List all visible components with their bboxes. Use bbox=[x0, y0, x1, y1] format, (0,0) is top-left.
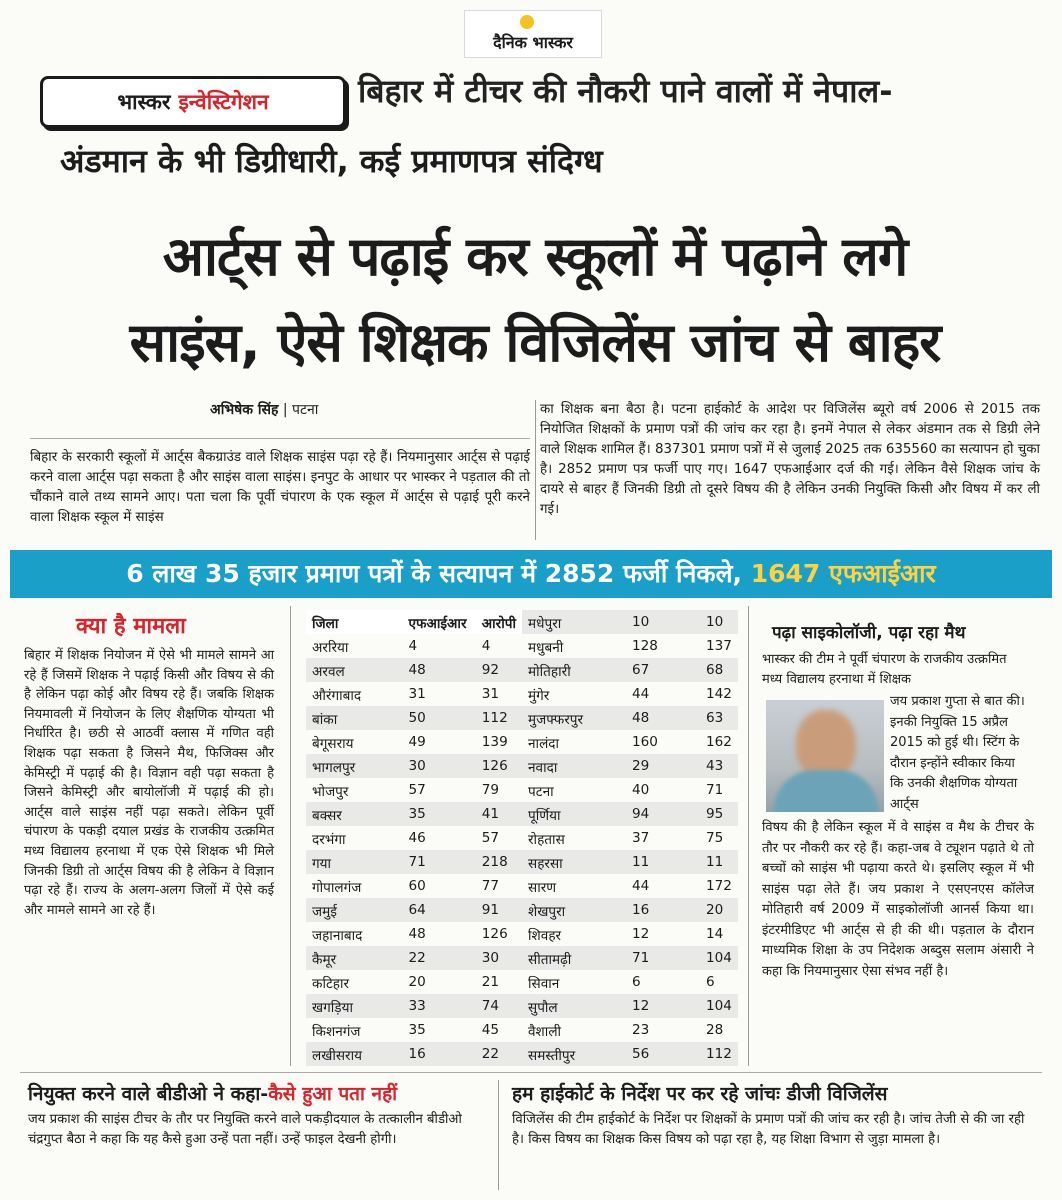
table-row bbox=[306, 970, 522, 994]
shirt bbox=[774, 770, 878, 812]
accused-cell: 45 bbox=[481, 1022, 500, 1038]
accused-cell: 112 bbox=[476, 706, 522, 730]
accused-cell: 31 bbox=[481, 686, 500, 702]
byline-separator: | bbox=[282, 402, 293, 418]
table-row bbox=[306, 754, 522, 778]
headline-line2: साइंस, ऐसे शिक्षक विजिलेंस जांच से बाहर bbox=[129, 311, 941, 374]
fir-cell: 160 bbox=[632, 734, 658, 750]
accused-cell: 104 bbox=[700, 946, 738, 970]
intro-left-text: बिहार के सरकारी स्कूलों में आर्ट्स बैकग्राउंड वाले शिक्षक साइंस पढ़ा रहे हैं। नियमानुसार आर्ट्स से पढ़ाई करने वाला आर्ट्स पढ़ा सकता है और साइंस वाला साइंस। इनपुट के आधार पर भास्कर ने पड़ताल की तो चौंकाने वाले तथ्य सामने आए। पता चला कि पूर्वी चंपारण के एक स्कूल में आर्ट्स से पढ़ाई पूरी करने वाला शिक्षक स्कूल में साइंस bbox=[30, 450, 530, 525]
dg-heading: हम हाईकोर्ट के निर्देश पर कर रहे जांचः डीजी विजिलेंस bbox=[512, 1083, 888, 1105]
table-row bbox=[522, 1018, 738, 1042]
fir-cell: 35 bbox=[408, 1022, 426, 1038]
fir-cell: 46 bbox=[408, 830, 426, 846]
table-row bbox=[306, 874, 522, 898]
byline bbox=[210, 400, 318, 419]
accused-cell: 126 bbox=[481, 926, 508, 942]
fir-cell: 16 bbox=[626, 898, 700, 922]
accused-cell: 172 bbox=[706, 878, 732, 894]
column-divider bbox=[290, 606, 291, 1066]
table-row bbox=[522, 778, 738, 802]
district-cell: अरवल bbox=[306, 658, 402, 682]
fir-cell: 6 bbox=[632, 974, 641, 990]
byline-place: पटना bbox=[292, 402, 319, 418]
bdo-heading-black: नियुक्त करने वाले बीडीओ ने कहा- bbox=[28, 1083, 269, 1105]
table-row bbox=[522, 874, 738, 898]
header-district: जिला bbox=[306, 610, 402, 634]
district-cell: मधुबनी bbox=[528, 639, 564, 656]
table-row bbox=[522, 922, 738, 946]
fir-cell: 12 bbox=[632, 926, 650, 942]
fir-cell: 64 bbox=[402, 898, 475, 922]
fir-cell: 37 bbox=[632, 830, 650, 846]
district-cell: गया bbox=[306, 850, 402, 874]
accused-cell: 14 bbox=[706, 926, 724, 942]
accused-cell: 75 bbox=[706, 830, 724, 846]
district-cell: बक्सर bbox=[306, 802, 402, 826]
district-cell: नवादा bbox=[522, 754, 626, 778]
district-cell: बेगूसराय bbox=[312, 735, 354, 752]
fir-cell: 50 bbox=[402, 706, 475, 730]
fir-cell: 94 bbox=[626, 802, 700, 826]
accused-cell: 71 bbox=[706, 782, 724, 798]
accused-cell: 28 bbox=[706, 1022, 724, 1038]
table-row bbox=[306, 658, 522, 682]
district-cell: पूर्णिया bbox=[522, 802, 626, 826]
kicker-line1: बिहार में टीचर की नौकरी पाने वालों में नेपाल- bbox=[358, 72, 893, 110]
table-row bbox=[306, 730, 522, 754]
byline-author: अभिषेक सिंह bbox=[210, 402, 279, 418]
table-row bbox=[306, 706, 522, 730]
badge-part2: इन्वेस्टिगेशन bbox=[178, 90, 269, 114]
accused-cell: 126 bbox=[476, 754, 522, 778]
table-row bbox=[306, 682, 522, 706]
fir-cell: 12 bbox=[626, 994, 700, 1018]
investigation-badge bbox=[40, 76, 346, 128]
district-cell: मधेपुरा bbox=[522, 610, 626, 634]
table-row bbox=[522, 898, 738, 922]
table-row bbox=[522, 946, 738, 970]
table-row bbox=[306, 922, 522, 946]
newspaper-logo bbox=[464, 10, 602, 58]
district-cell: रोहतास bbox=[528, 831, 565, 848]
accused-cell: 30 bbox=[476, 946, 522, 970]
intro-right-text: का शिक्षक बना बैठा है। पटना हाईकोर्ट के आदेश पर विजिलेंस ब्यूरो वर्ष 2006 से 2015 तक नियोजित शिक्षकों के प्रमाण पत्रों की जांच कर रहा है। इनमें नेपाल से लेकर अंडमान तक से डिग्री लेने वाले शिक्षक शामिल हैं। 837301 प्रमाण पत्रों में से जुलाई 2025 तक 635560 का सत्यापन हो चुका है। 2852 प्रमाण पत्र फर्जी पाए गए। 1647 एफआईआर दर्ज की गई। लेकिन वैसे शिक्षक जांच के दायरे से बाहर हैं जिनकी डिग्री तो दूसरे विषय की है लेकिन उनकी नियुक्ति किसी और विषय में कर ली गई। bbox=[540, 402, 1040, 517]
column-divider bbox=[498, 1080, 499, 1190]
accused-cell: 20 bbox=[700, 898, 738, 922]
district-cell: सिवान bbox=[528, 975, 560, 992]
table-row bbox=[522, 802, 738, 826]
accused-cell: 77 bbox=[481, 878, 500, 894]
accused-cell: 218 bbox=[476, 850, 522, 874]
fir-cell: 48 bbox=[626, 706, 700, 730]
accused-cell: 95 bbox=[700, 802, 738, 826]
sun-logo-icon bbox=[520, 15, 534, 29]
bdo-heading-red: कैसे हुआ पता नहीं bbox=[268, 1083, 398, 1105]
fir-cell: 29 bbox=[626, 754, 700, 778]
district-cell: लखीसराय bbox=[306, 1042, 402, 1066]
divider bbox=[20, 1072, 1042, 1073]
accused-cell: 22 bbox=[476, 1042, 522, 1066]
fir-cell: 4 bbox=[408, 638, 418, 654]
fir-cell: 57 bbox=[408, 782, 426, 798]
fir-cell: 20 bbox=[408, 974, 426, 990]
accused-cell: 63 bbox=[700, 706, 738, 730]
accused-cell: 139 bbox=[481, 734, 508, 750]
accused-cell: 142 bbox=[706, 686, 732, 702]
fir-cell: 35 bbox=[402, 802, 475, 826]
district-cell: सुपौल bbox=[522, 994, 626, 1018]
fir-cell: 30 bbox=[402, 754, 475, 778]
fir-cell: 60 bbox=[408, 878, 426, 894]
table-row bbox=[306, 850, 522, 874]
teacher-photo bbox=[766, 700, 884, 812]
table-row bbox=[306, 826, 522, 850]
accused-cell: 92 bbox=[476, 658, 522, 682]
district-cell: समस्तीपुर bbox=[522, 1042, 626, 1066]
fir-cell: 48 bbox=[408, 926, 426, 942]
district-cell: जमुई bbox=[306, 898, 402, 922]
table-row bbox=[306, 802, 522, 826]
accused-cell: 112 bbox=[700, 1042, 738, 1066]
district-table-right bbox=[522, 610, 738, 1066]
main-headline bbox=[30, 214, 1040, 386]
header-accused: आरोपी bbox=[476, 610, 522, 634]
table-row bbox=[522, 826, 738, 850]
table-row bbox=[522, 970, 738, 994]
fir-cell: 23 bbox=[632, 1022, 650, 1038]
fir-cell: 33 bbox=[402, 994, 475, 1018]
accused-cell: 6 bbox=[706, 974, 715, 990]
district-cell: शिवहर bbox=[528, 927, 562, 944]
table-row bbox=[522, 754, 738, 778]
what-heading: क्या है मामला bbox=[76, 614, 186, 639]
fir-cell: 71 bbox=[626, 946, 700, 970]
table-row bbox=[522, 658, 738, 682]
accused-cell: 43 bbox=[700, 754, 738, 778]
bdo-heading bbox=[28, 1080, 397, 1106]
district-cell: कटिहार bbox=[312, 975, 350, 992]
dg-body: विजिलेंस की टीम हाईकोर्ट के निर्देश पर शिक्षकों के प्रमाण पत्रों की जांच कर रही है। जांच तेजी से की जा रही है। किस विषय का शिक्षक किस विषय को पढ़ा रहा है, यह शिक्षा विभाग से जुड़ा मामला है। bbox=[512, 1112, 1025, 1147]
fir-cell: 44 bbox=[632, 878, 650, 894]
headline-line1: आर्ट्स से पढ़ाई कर स्कूलों में पढ़ाने लगे bbox=[162, 225, 908, 288]
district-cell: नालंदा bbox=[528, 735, 560, 752]
accused-cell: 21 bbox=[481, 974, 500, 990]
fir-cell: 128 bbox=[632, 638, 658, 654]
district-cell: सारण bbox=[528, 879, 557, 896]
accused-cell: 11 bbox=[700, 850, 738, 874]
accused-cell: 68 bbox=[700, 658, 738, 682]
fir-cell: 71 bbox=[402, 850, 475, 874]
table-row bbox=[522, 634, 738, 658]
accused-cell: 162 bbox=[706, 734, 732, 750]
table-row bbox=[522, 706, 738, 730]
district-cell: वैशाली bbox=[528, 1023, 562, 1040]
kicker-line2: अंडमान के भी डिग्रीधारी, कई प्रमाणपत्र संदिग्ध bbox=[60, 142, 603, 180]
column-divider bbox=[748, 606, 749, 1066]
accused-cell: 104 bbox=[700, 994, 738, 1018]
district-cell: मुजफ्फरपुर bbox=[522, 706, 626, 730]
table-row bbox=[522, 994, 738, 1018]
table-row bbox=[522, 682, 738, 706]
district-cell: जहानाबाद bbox=[312, 927, 363, 944]
district-cell: भोजपुर bbox=[312, 783, 349, 800]
fir-cell: 48 bbox=[402, 658, 475, 682]
accused-cell: 57 bbox=[481, 830, 500, 846]
district-cell: खगड़िया bbox=[306, 994, 402, 1018]
accused-cell: 79 bbox=[481, 782, 500, 798]
accused-cell: 91 bbox=[476, 898, 522, 922]
fir-cell: 49 bbox=[408, 734, 426, 750]
table-row bbox=[306, 1042, 522, 1066]
fir-cell: 67 bbox=[626, 658, 700, 682]
logo-text: दैनिक भास्कर bbox=[493, 33, 573, 52]
district-cell: अररिया bbox=[312, 639, 349, 656]
district-cell: भागलपुर bbox=[306, 754, 402, 778]
district-cell: बांका bbox=[306, 706, 402, 730]
table-header-row bbox=[306, 610, 522, 634]
fir-cell: 31 bbox=[408, 686, 426, 702]
district-cell: दरभंगा bbox=[312, 831, 346, 848]
table-row bbox=[522, 850, 738, 874]
what-body: बिहार में शिक्षक नियोजन में ऐसे भी मामले सामने आ रहे हैं जिसमें शिक्षक ने पढ़ाई किसी और विषय से की है लेकिन पढ़ा कोई और विषय रहे हैं। जबकि शिक्षक नियमावली में नियोजन के लिए शैक्षणिक योग्यता भी निर्धारित है। छठी से आठवीं क्लास में गणित वही शिक्षक पढ़ा सकता है जिसने मैथ, फिजिक्स और केमिस्ट्री में पढ़ाई की है। विज्ञान वही पढ़ा सकता है जिसने केमिस्ट्री और बायोलॉजी में पढ़ाई की हो। आर्ट्स वाले साइंस नहीं पढ़ा सकते। लेकिन पूर्वी चंपारण के पकड़ी दयाल प्रखंड के राजकीय उत्क्रमित मध्य विद्यालय हरनाथा में एक ऐसे शिक्षक भी मिले जिनकी डिग्री तो आर्ट्स विषय की है लेकिन वे विज्ञान पढ़ा रहे हैं। राज्य के अलग-अलग जिलों में ऐसे कई और मामले सामने आ रहे हैं। bbox=[24, 648, 274, 918]
accused-cell: 74 bbox=[476, 994, 522, 1018]
table-row bbox=[306, 946, 522, 970]
district-cell: औरंगाबाद bbox=[312, 687, 362, 704]
table-row bbox=[306, 994, 522, 1018]
column-divider bbox=[535, 400, 536, 540]
table-row bbox=[306, 778, 522, 802]
table-row bbox=[522, 1042, 738, 1066]
psychology-side-text: जय प्रकाश गुप्ता से बात की। इनकी नियुक्ति 15 अप्रैल 2015 को हुई थी। स्टिंग के दौरान इन्होंने स्वीकार किया कि उनकी शैक्षणिक योग्यता आर्ट्स bbox=[890, 694, 1025, 812]
stats-banner bbox=[10, 550, 1052, 598]
district-cell: सहरसा bbox=[522, 850, 626, 874]
psychology-heading: पढ़ा साइकोलॉजी, पढ़ा रहा मैथ bbox=[772, 623, 966, 643]
psychology-body: विषय की है लेकिन स्कूल में वे साइंस व मैथ के टीचर के तौर पर नौकरी कर रहे हैं। कहा-जब वे ट्यूशन पढ़ाते थे तो बच्चों को साइंस भी पढ़ाया करते थे। इसलिए स्कूल में भी साइंस पढ़ा लेते हैं। जय प्रकाश ने एसएनएस कॉलेज मोतिहारी वर्ष 2009 में साइकोलॉजी आनर्स किया था। इंटरमीडिएट भी आर्ट्स से ही की थी। पड़ताल के दौरान माध्यमिक शिक्षा के उप निदेशक अब्दुस सलाम अंसारी ने कहा कि नियमानुसार ऐसा संभव नहीं है। bbox=[762, 820, 1034, 979]
table-row bbox=[306, 634, 522, 658]
fir-cell: 40 bbox=[632, 782, 650, 798]
district-cell: मोतिहारी bbox=[522, 658, 626, 682]
district-cell: कैमूर bbox=[306, 946, 402, 970]
badge-part1: भास्कर bbox=[117, 90, 171, 114]
accused-cell: 4 bbox=[481, 638, 491, 654]
fir-cell: 56 bbox=[626, 1042, 700, 1066]
accused-cell: 137 bbox=[706, 638, 732, 654]
header-fir: एफआईआर bbox=[402, 610, 475, 634]
district-cell: पटना bbox=[528, 783, 554, 800]
psychology-intro: भास्कर की टीम ने पूर्वी चंपारण के राजकीय उत्क्रमित मध्य विद्यालय हरनाथा में शिक्षक bbox=[762, 652, 1007, 687]
fir-cell: 44 bbox=[632, 686, 650, 702]
fir-cell: 10 bbox=[626, 610, 700, 634]
district-cell: गोपालगंज bbox=[312, 879, 362, 896]
district-cell: सीतामढ़ी bbox=[522, 946, 626, 970]
district-cell: किशनगंज bbox=[312, 1023, 361, 1040]
accused-cell: 41 bbox=[476, 802, 522, 826]
table-row bbox=[522, 610, 738, 634]
district-cell: शेखपुरा bbox=[522, 898, 626, 922]
table-row bbox=[522, 730, 738, 754]
banner-main: 6 लाख 35 हजार प्रमाण पत्रों के सत्यापन में 2852 फर्जी निकले, bbox=[126, 559, 751, 588]
accused-cell: 10 bbox=[700, 610, 738, 634]
district-table-left bbox=[306, 610, 522, 1066]
fir-cell: 11 bbox=[626, 850, 700, 874]
fir-cell: 16 bbox=[402, 1042, 475, 1066]
divider bbox=[30, 438, 530, 439]
table-row bbox=[306, 1018, 522, 1042]
table-row bbox=[306, 898, 522, 922]
district-cell: मुंगेर bbox=[528, 687, 550, 704]
fir-cell: 22 bbox=[402, 946, 475, 970]
bdo-body: जय प्रकाश की साइंस टीचर के तौर पर नियुक्ति करने वाले पकड़ीदयाल के तत्कालीन बीडीओ चंद्रगुप्त बैठा ने कहा कि यह कैसे हुआ उन्हें पता नहीं। उन्हें फाइल देखनी होगी। bbox=[28, 1112, 462, 1147]
banner-highlight: 1647 एफआईआर bbox=[750, 559, 936, 588]
